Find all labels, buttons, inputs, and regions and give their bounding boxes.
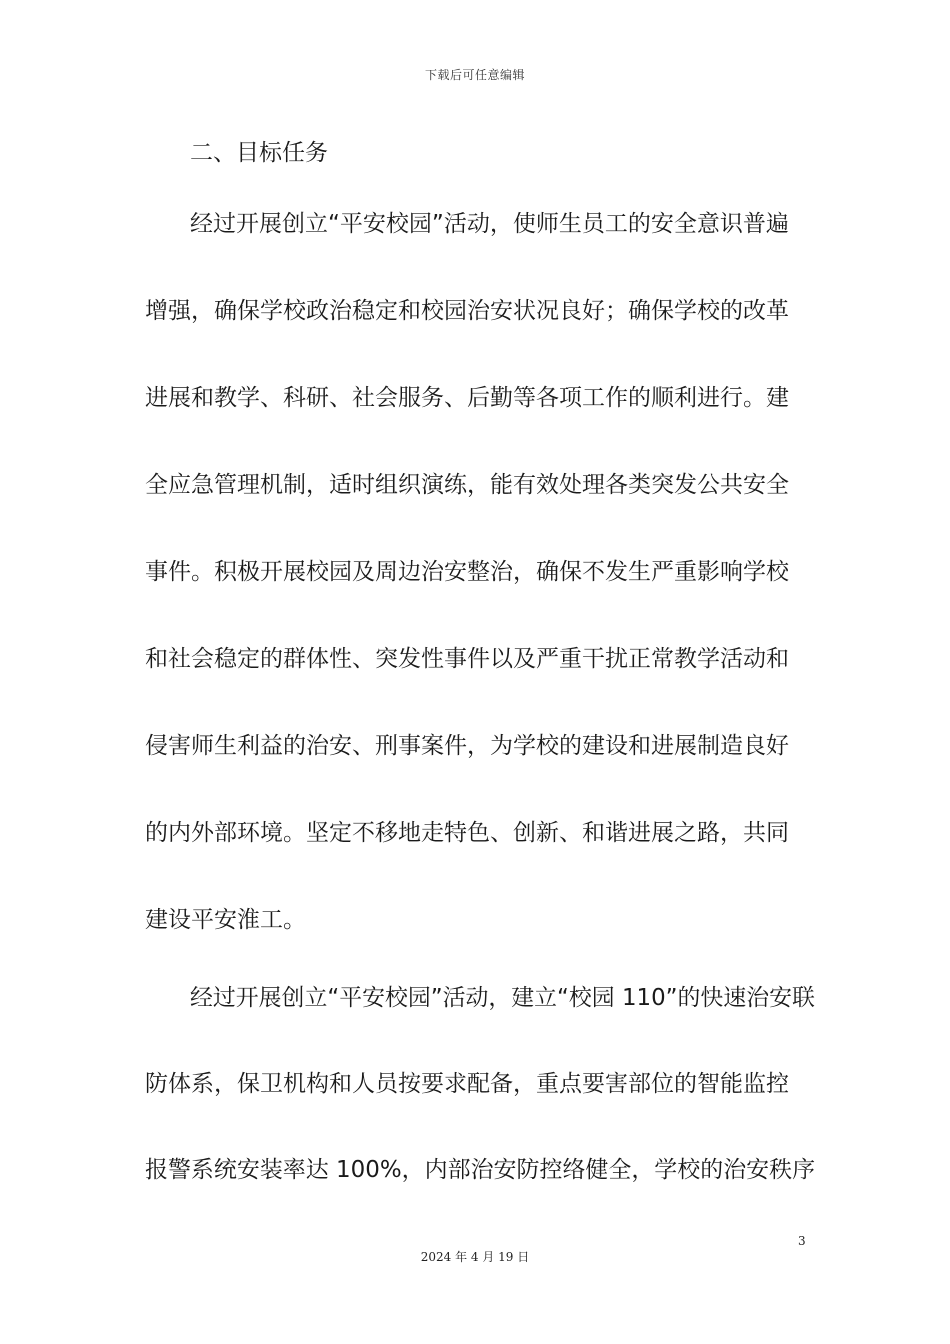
paragraph-line: 侵害师生利益的治安、刑事案件，为学校的建设和进展制造良好	[145, 733, 789, 759]
section-heading: 二、目标任务	[190, 140, 328, 166]
paragraph-line: 防体系，保卫机构和人员按要求配备，重点要害部位的智能监控	[145, 1071, 789, 1097]
paragraph-line: 和社会稳定的群体性、突发性事件以及严重干扰正常教学活动和	[145, 646, 789, 672]
paragraph-line: 的内外部环境。坚定不移地走特色、创新、和谐进展之路，共同	[145, 820, 789, 846]
paragraph-line: 进展和教学、科研、社会服务、后勤等各项工作的顺利进行。建	[145, 385, 789, 411]
paragraph-line: 报警系统安装率达 100%，内部治安防控络健全，学校的治安秩序	[145, 1157, 816, 1183]
paragraph-line: 全应急管理机制，适时组织演练，能有效处理各类突发公共安全	[145, 472, 789, 498]
paragraph-line: 事件。积极开展校园及周边治安整治，确保不发生严重影响学校	[145, 559, 789, 585]
paragraph-line: 经过开展创立“平安校园”活动，建立“校园 110”的快速治安联	[190, 985, 815, 1011]
header-note: 下载后可任意编辑	[424, 68, 525, 82]
paragraph-line: 建设平安淮工。	[145, 907, 306, 933]
paragraph-line: 增强，确保学校政治稳定和校园治安状况良好；确保学校的改革	[145, 298, 789, 324]
paragraph-line: 经过开展创立“平安校园”活动，使师生员工的安全意识普遍	[190, 211, 789, 237]
footer-date: 2024 年 4 月 19 日	[420, 1250, 530, 1264]
page-number: 3	[798, 1234, 806, 1248]
